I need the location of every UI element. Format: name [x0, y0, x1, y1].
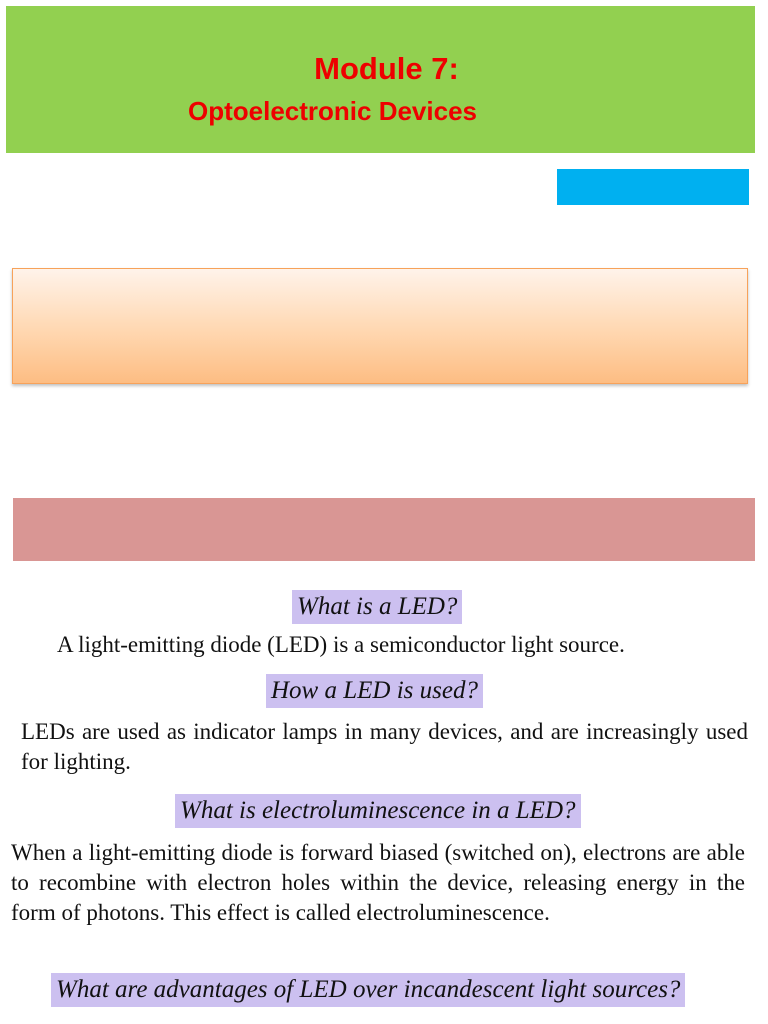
question-what-is-led: What is a LED?	[292, 590, 462, 624]
answer-how-led-used: LEDs are used as indicator lamps in many devices, and are increasingly used for lighting.	[21, 719, 748, 774]
answer-electroluminescence: When a light-emitting diode is forward biased (switched on), electrons are able to recombine with electron holes within the device, releasing energy in the form of photons. This effect is called electroluminescence.	[11, 840, 745, 925]
question-electroluminescence: What is electroluminescence in a LED?	[175, 794, 581, 828]
blue-banner	[557, 169, 749, 205]
module-header	[6, 6, 755, 153]
answer-what-is-led: A light-emitting diode (LED) is a semiconductor light source.	[57, 632, 625, 657]
question-led-advantages: What are advantages of LED over incandescent light sources?	[51, 973, 685, 1007]
module-subtitle: Optoelectronic Devices	[188, 96, 477, 126]
rose-banner	[13, 498, 755, 561]
module-title: Module 7:	[314, 51, 459, 86]
orange-panel	[12, 268, 748, 384]
question-how-led-used: How a LED is used?	[266, 674, 483, 708]
